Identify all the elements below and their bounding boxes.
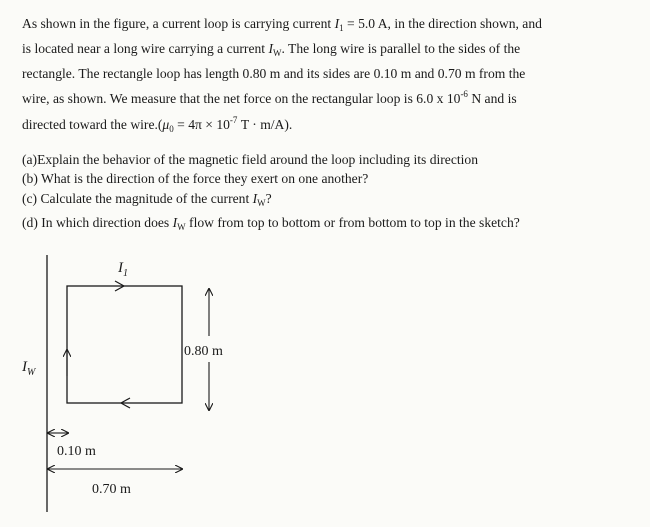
current-loop (67, 286, 182, 403)
question-text: (d) In which direction does (22, 215, 173, 231)
problem-text: N and is (467, 91, 517, 107)
current-subscript: 1 (339, 23, 344, 33)
current-subscript: W (273, 47, 282, 58)
current-symbol: I (252, 190, 258, 206)
problem-text: directed toward the wire.( (22, 117, 163, 133)
exponent: -6 (460, 89, 468, 100)
problem-text: As shown in the figure, a current loop is carrying current (22, 16, 335, 31)
question-b: (b) What is the direction of the force they exert on one another? (22, 171, 369, 187)
near-distance-label: 0.10 m (57, 444, 96, 459)
question-a: (a)Explain the behavior of the magnetic field around the loop including its direction (22, 151, 479, 167)
loop-current-label: $I_1$ (118, 260, 128, 279)
problem-text: T · m/A). (237, 117, 293, 133)
problem-text: wire, as shown. We measure that the net force on the rectangular loop is 6.0 x 10 (22, 91, 461, 107)
current-subscript: W (257, 197, 266, 208)
wire-current-label: $I_W$ (22, 359, 36, 378)
problem-text: = 5.0 A, in the direction shown, and (343, 16, 542, 31)
far-distance-label: 0.70 m (92, 482, 131, 497)
current-subscript: W (177, 222, 186, 233)
problem-line-3: rectangle. The rectangle loop has length 0.80 m and its sides are 0.10 m and 0.70 m from the (22, 65, 526, 81)
question-text: (c) Calculate the magnitude of the current (22, 190, 253, 206)
question-text: ? (265, 190, 272, 206)
question-text: flow from top to bottom or from bottom to top in the sketch? (185, 215, 520, 231)
length-label: 0.80 m (184, 344, 223, 359)
current-symbol: I (268, 40, 273, 56)
problem-text: = 4π × 10 (173, 117, 230, 133)
problem-text: is located near a long wire carrying a current (22, 40, 269, 56)
current-symbol: I (172, 215, 178, 231)
mu-subscript: 0 (169, 124, 174, 135)
exponent: -7 (229, 115, 238, 126)
problem-text: . The long wire is parallel to the sides of the (281, 40, 521, 56)
mu-symbol: μ (162, 117, 170, 133)
current-symbol: I (334, 16, 340, 31)
